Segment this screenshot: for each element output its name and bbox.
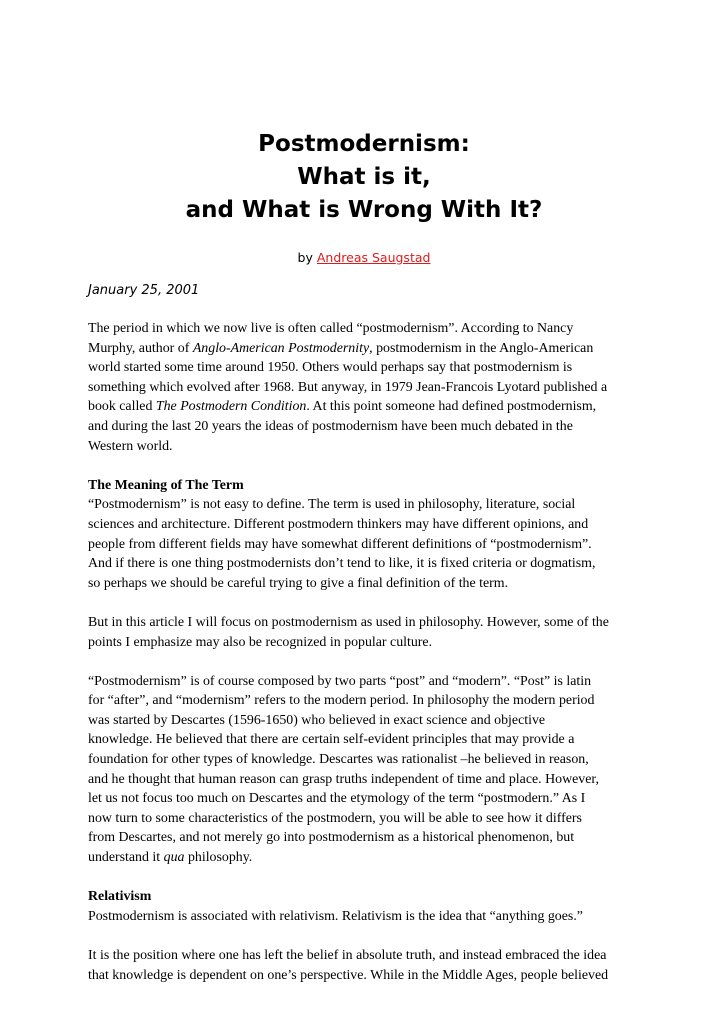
text-span: Murphy, author of bbox=[88, 340, 193, 356]
text-line: The period in which we now live is often called “postmodernism”. According to Nancy bbox=[88, 321, 574, 336]
intro-paragraph bbox=[88, 319, 648, 456]
text-line: that knowledge is dependent on one’s perspective. While in the Middle Ages, people believed bbox=[88, 967, 609, 983]
relativism-section bbox=[88, 887, 648, 926]
text-line: let us not focus too much on Descartes and the etymology of the term “postmodern.” As I bbox=[88, 791, 586, 807]
text-line: was started by Descartes (1596-1650) who believed in exact science and objective bbox=[88, 712, 546, 728]
byline bbox=[0, 250, 728, 265]
meaning-section bbox=[88, 476, 648, 594]
text-line bbox=[88, 848, 648, 868]
text-line bbox=[88, 397, 648, 417]
title-line-1: Postmodernism: bbox=[258, 131, 470, 157]
text-span: philosophy. bbox=[184, 850, 253, 866]
composed-paragraph bbox=[88, 672, 648, 868]
text-line bbox=[88, 339, 648, 359]
book-title-anglo-american: Anglo-American Postmodernity bbox=[192, 340, 370, 356]
qua-italic: qua bbox=[163, 850, 185, 866]
article-body bbox=[88, 319, 648, 1005]
text-line: for “after”, and “modernism” refers to the modern period. In philosophy the modern period bbox=[88, 693, 595, 709]
section-heading-relativism: Relativism bbox=[88, 889, 152, 905]
text-line: “Postmodernism” is not easy to define. The term is used in philosophy, literature, social bbox=[88, 497, 576, 513]
text-span: book called bbox=[88, 399, 156, 415]
text-line: now turn to some characteristics of the postmodern, you will be able to see how it differs bbox=[88, 810, 582, 826]
author-link[interactable]: Andreas Saugstad bbox=[316, 250, 431, 265]
book-title-postmodern-condition: The Postmodern Condition bbox=[155, 399, 307, 415]
text-line: world started some time around 1950. Others would perhaps say that postmodernism is bbox=[88, 360, 573, 376]
text-line: Western world. bbox=[88, 438, 173, 454]
text-line: And if there is one thing postmodernists don’t tend to like, it is fixed criteria or dogmatism, bbox=[88, 556, 596, 572]
text-line: Postmodernism is associated with relativism. Relativism is the idea that “anything goes.” bbox=[88, 908, 583, 924]
by-label: by bbox=[297, 250, 313, 265]
text-line: from Descartes, and not merely go into postmodernism as a historical phenomenon, but bbox=[88, 830, 575, 846]
text-line: and during the last 20 years the ideas of postmodernism have been much debated in the bbox=[88, 418, 573, 434]
text-line: “Postmodernism” is of course composed by two parts “post” and “modern”. “Post” is latin bbox=[88, 673, 592, 689]
text-span: . At this point someone had defined postmodernism, bbox=[306, 399, 597, 415]
article-title bbox=[0, 128, 728, 227]
section-heading-meaning: The Meaning of The Term bbox=[88, 477, 244, 493]
text-line: points I emphasize may also be recognized in popular culture. bbox=[88, 634, 433, 650]
relativism-paragraph-2 bbox=[88, 946, 648, 985]
text-line: It is the position where one has left the belief in absolute truth, and instead embraced the idea bbox=[88, 948, 607, 963]
text-line: something which evolved after 1968. But anyway, in 1979 Jean-Francois Lyotard published a bbox=[88, 379, 608, 395]
title-line-3: and What is Wrong With It? bbox=[185, 197, 543, 223]
text-span: understand it bbox=[88, 850, 164, 866]
text-line: But in this article I will focus on postmodernism as used in philosophy. However, some of the bbox=[88, 614, 609, 630]
text-line: and he thought that human reason can grasp truths independent of time and place. However, bbox=[88, 771, 599, 787]
title-line-2: What is it, bbox=[297, 164, 431, 190]
text-line: knowledge. He believed that there are certain self-evident principles that may provide a bbox=[88, 732, 575, 748]
article-date: January 25, 2001 bbox=[88, 283, 200, 298]
text-line: foundation for other types of knowledge. Descartes was rationalist –he believed in reason, bbox=[88, 752, 589, 768]
text-line: people from different fields may have somewhat different definitions of “postmodernism”. bbox=[88, 536, 592, 552]
text-line: sciences and architecture. Different postmodern thinkers may have different opinions, and bbox=[88, 516, 589, 532]
focus-paragraph bbox=[88, 613, 648, 652]
text-line: so perhaps we should be careful trying to give a final definition of the term. bbox=[88, 575, 509, 591]
text-span: , postmodernism in the Anglo-American bbox=[369, 340, 594, 356]
